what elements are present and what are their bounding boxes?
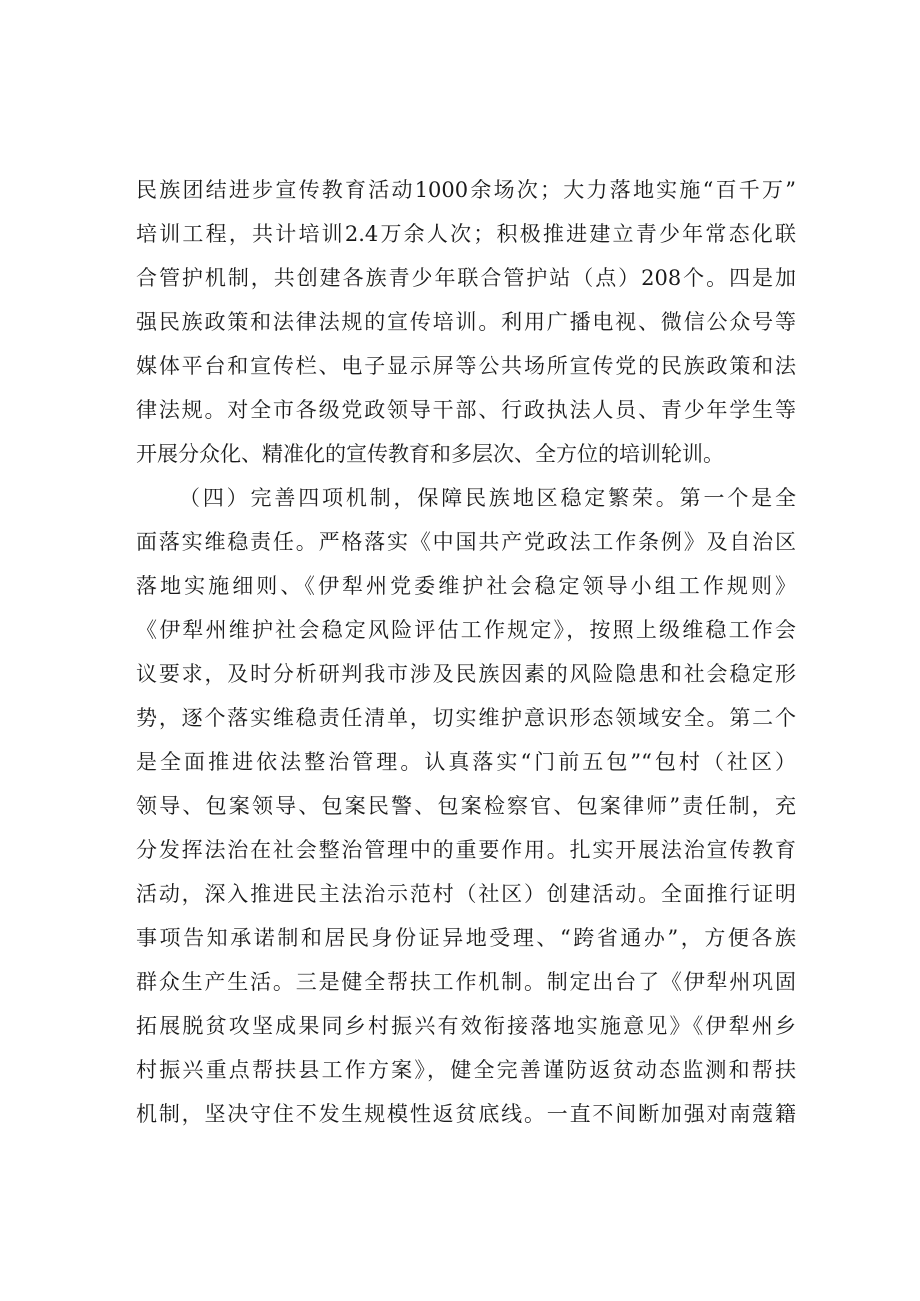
text-line: 是全面推进依法整治管理。认真落实“门前五包”“包村（社区） — [136, 750, 796, 774]
text-line: 村振兴重点帮扶县工作方案》，健全完善谨防返贫动态监测和帮扶 — [136, 1058, 796, 1082]
text-line: 合管护机制，共创建各族青少年联合管护站（点）208个。四是加 — [136, 266, 796, 290]
text-line: 落地实施细则、《伊犁州党委维护社会稳定领导小组工作规则》 — [136, 574, 796, 598]
text-line: （四）完善四项机制，保障民族地区稳定繁荣。第一个是全 — [179, 486, 796, 510]
text-line: 群众生产生活。三是健全帮扶工作机制。制定出台了《伊犁州巩固 — [136, 970, 796, 994]
text-line: 领导、包案领导、包案民警、包案检察官、包案律师”责任制，充 — [136, 794, 796, 818]
text-line: 机制，坚决守住不发生规模性返贫底线。一直不间断加强对南蔻籍 — [136, 1102, 796, 1126]
text-line: 培训工程，共计培训2.4万余人次；积极推进建立青少年常态化联 — [136, 222, 796, 246]
text-line: 活动，深入推进民主法治示范村（社区）创建活动。全面推行证明 — [136, 882, 796, 906]
text-line: 律法规。对全市各级党政领导干部、行政执法人员、青少年学生等 — [136, 398, 796, 422]
text-line: 议要求，及时分析研判我市涉及民族因素的风险隐患和社会稳定形 — [136, 662, 796, 686]
text-line: 《伊犁州维护社会稳定风险评估工作规定》，按照上级维稳工作会 — [136, 618, 796, 642]
text-line: 媒体平台和宣传栏、电子显示屏等公共场所宣传党的民族政策和法 — [136, 354, 796, 378]
text-line: 民族团结进步宣传教育活动1000余场次；大力落地实施“百千万” — [136, 178, 796, 202]
text-line: 拓展脱贫攻坚成果同乡村振兴有效衔接落地实施意见》《伊犁州乡 — [136, 1014, 796, 1038]
paragraph-2 — [136, 476, 796, 1136]
text-line: 强民族政策和法律法规的宣传培训。利用广播电视、微信公众号等 — [136, 310, 796, 334]
paragraph-1 — [136, 168, 796, 476]
text-line: 势，逐个落实维稳责任清单，切实维护意识形态领域安全。第二个 — [136, 706, 796, 730]
text-line: 分发挥法治在社会整治管理中的重要作用。扎实开展法治宣传教育 — [136, 838, 796, 862]
text-line: 事项告知承诺制和居民身份证异地受理、“跨省通办”，方便各族 — [136, 926, 796, 950]
text-line: 面落实维稳责任。严格落实《中国共产党政法工作条例》及自治区 — [136, 530, 796, 554]
text-line: 开展分众化、精准化的宣传教育和多层次、全方位的培训轮训。 — [136, 442, 724, 466]
